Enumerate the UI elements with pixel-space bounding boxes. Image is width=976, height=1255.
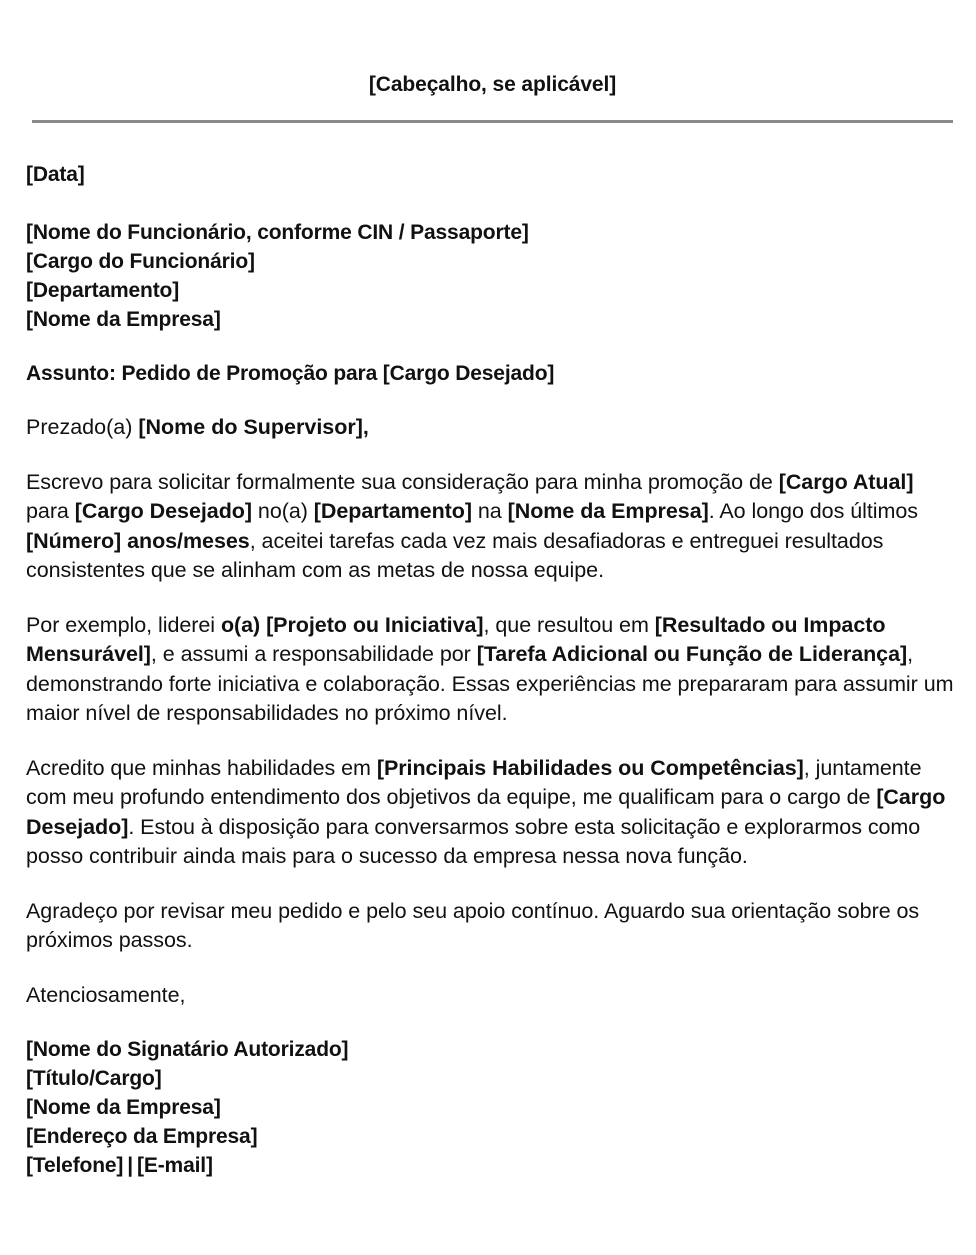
salutation [26, 413, 956, 443]
signatory-email: [E-mail] [137, 1154, 213, 1177]
subject-line: Assunto: Pedido de Promoção para [Cargo Desejado] [26, 362, 555, 385]
p2-s4: , demonstrando forte iniciativa e colaboração. Essas experiências me prepararam para assumir um maior nível de responsabilidades no próximo nível. [26, 642, 954, 725]
spacer [26, 388, 956, 413]
paragraph-2 [26, 611, 956, 729]
recipient-company: [Nome da Empresa] [26, 308, 221, 331]
spacer [26, 586, 956, 611]
p1-b1: [Cargo Atual] [778, 469, 914, 494]
p1-s3: no(a) [251, 499, 314, 523]
recipient-role: [Cargo do Funcionário] [26, 250, 255, 273]
signatory-company: [Nome da Empresa] [26, 1096, 221, 1119]
p2-b3: [Tarefa Adicional ou Função de Liderança] [476, 642, 908, 666]
p2-s3: , e assumi a responsabilidade por [150, 642, 477, 666]
p2-s2: , que resultou em [483, 612, 655, 637]
signatory-name: [Nome do Signatário Autorizado] [26, 1038, 349, 1061]
letter-body [26, 160, 956, 1180]
p2-b1: o(a) [Projeto ou Iniciativa] [220, 612, 484, 637]
header-divider [32, 120, 953, 123]
date-line: [Data] [26, 163, 85, 186]
p3-b1: [Principais Habilidades ou Competências] [376, 755, 804, 780]
p1-s5: . Ao longo dos últimos [708, 499, 918, 523]
p1-b4: [Nome da Empresa] [507, 499, 709, 523]
salutation-name: [Nome do Supervisor], [138, 415, 369, 439]
letterhead-title: [Cabeçalho, se aplicável] [368, 73, 617, 96]
p1-b5: [Número] anos/meses [26, 528, 250, 553]
p1-b2: [Cargo Desejado] [74, 499, 252, 523]
p1-s4: na [471, 499, 508, 523]
p3-b2: [Cargo Desejado] [26, 785, 946, 839]
signatory-title: [Título/Cargo] [26, 1067, 162, 1090]
p1-s6: , aceitei tarefas cada vez mais desafiadoras e entreguei resultados consistentes que se alinham com as metas de nossa equipe. [26, 528, 884, 582]
p1-s1: Escrevo para solicitar formalmente sua consideração para minha promoção de [26, 469, 779, 494]
salutation-prefix: Prezado(a) [26, 415, 139, 439]
p3-s1: Acredito que minhas habilidades em [26, 755, 377, 780]
contact-separator: | [127, 1154, 134, 1177]
spacer [26, 334, 956, 359]
paragraph-4: Agradeço por revisar meu pedido e pelo seu apoio contínuo. Aguardo sua orientação sobre os próximos passos. [26, 898, 920, 952]
recipient-name: [Nome do Funcionário, conforme CIN / Passaporte] [26, 221, 529, 244]
paragraph-3 [26, 754, 956, 872]
signatory-contact [26, 1151, 956, 1180]
spacer [26, 872, 956, 897]
spacer [26, 1010, 956, 1035]
spacer [26, 729, 956, 754]
p2-s1: Por exemplo, liderei [26, 612, 221, 637]
p1-b3: [Departamento] [313, 499, 472, 523]
recipient-department: [Departamento] [26, 279, 180, 302]
paragraph-1 [26, 468, 956, 586]
signatory-phone: [Telefone] [26, 1154, 124, 1177]
p2-b2: [Resultado ou Impacto Mensurável] [26, 612, 886, 666]
spacer [26, 443, 956, 468]
p3-s2: , juntamente com meu profundo entendimento dos objetivos da equipe, me qualificam para o cargo de [26, 755, 922, 809]
p3-s3: . Estou à disposição para conversarmos sobre esta solicitação e explorarmos como posso contribuir ainda mais para o sucesso da empresa nessa nova função. [26, 814, 921, 868]
spacer [26, 189, 956, 218]
closing-line: Atenciosamente, [26, 982, 186, 1007]
spacer [26, 956, 956, 981]
p1-s2: para [26, 499, 75, 523]
signatory-address: [Endereço da Empresa] [26, 1125, 258, 1148]
